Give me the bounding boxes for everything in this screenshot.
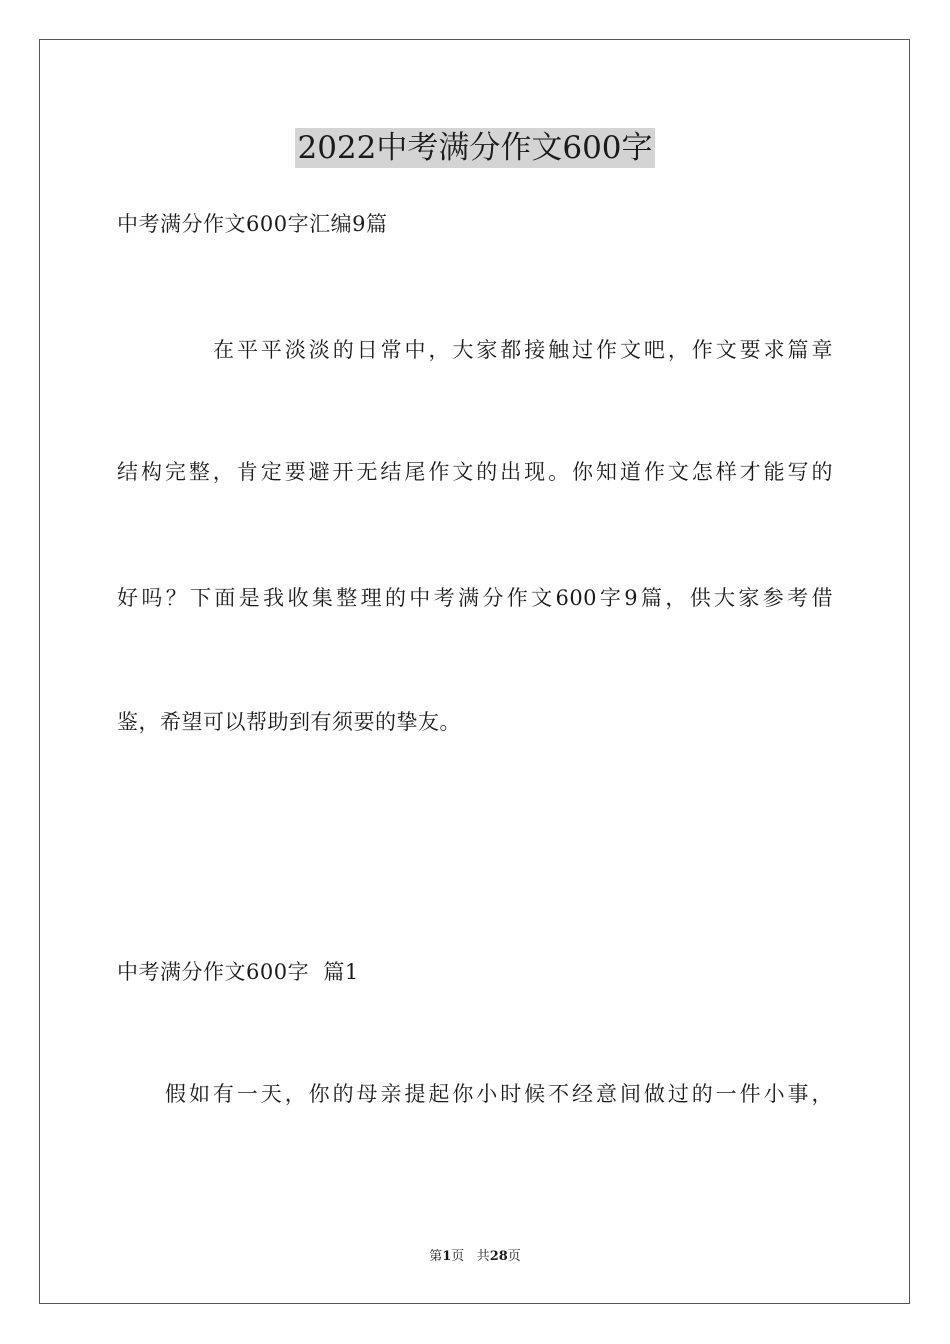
section-heading: 中考满分作文600字 篇1 — [117, 960, 359, 984]
footer-page-prefix: 第 — [429, 1249, 443, 1264]
document-subtitle: 中考满分作文600字汇编9篇 — [117, 212, 388, 236]
footer-page-suffix: 页 — [451, 1249, 465, 1264]
footer-page-number: 1 — [442, 1249, 452, 1264]
intro-line-4: 鉴，希望可以帮助到有须要的挚友。 — [117, 710, 461, 734]
section-first-line: 假如有一天，你的母亲提起你小时候不经意间做过的一件小事， — [165, 1082, 833, 1106]
document-title: 2022中考满分作文600字 — [297, 130, 653, 166]
footer-total-prefix: 共 — [476, 1249, 490, 1264]
intro-line-2: 结构完整，肯定要避开无结尾作文的出现。你知道作文怎样才能写的 — [117, 460, 833, 484]
intro-line-3: 好吗？下面是我收集整理的中考满分作文600字9篇，供大家参考借 — [117, 586, 833, 610]
footer-total-pages: 28 — [489, 1249, 508, 1264]
intro-line-1: 在平平淡淡的日常中，大家都接触过作文吧，作文要求篇章 — [213, 338, 833, 362]
page-footer — [0, 1248, 950, 1266]
title-container — [0, 128, 950, 168]
footer-total-suffix: 页 — [507, 1249, 521, 1264]
